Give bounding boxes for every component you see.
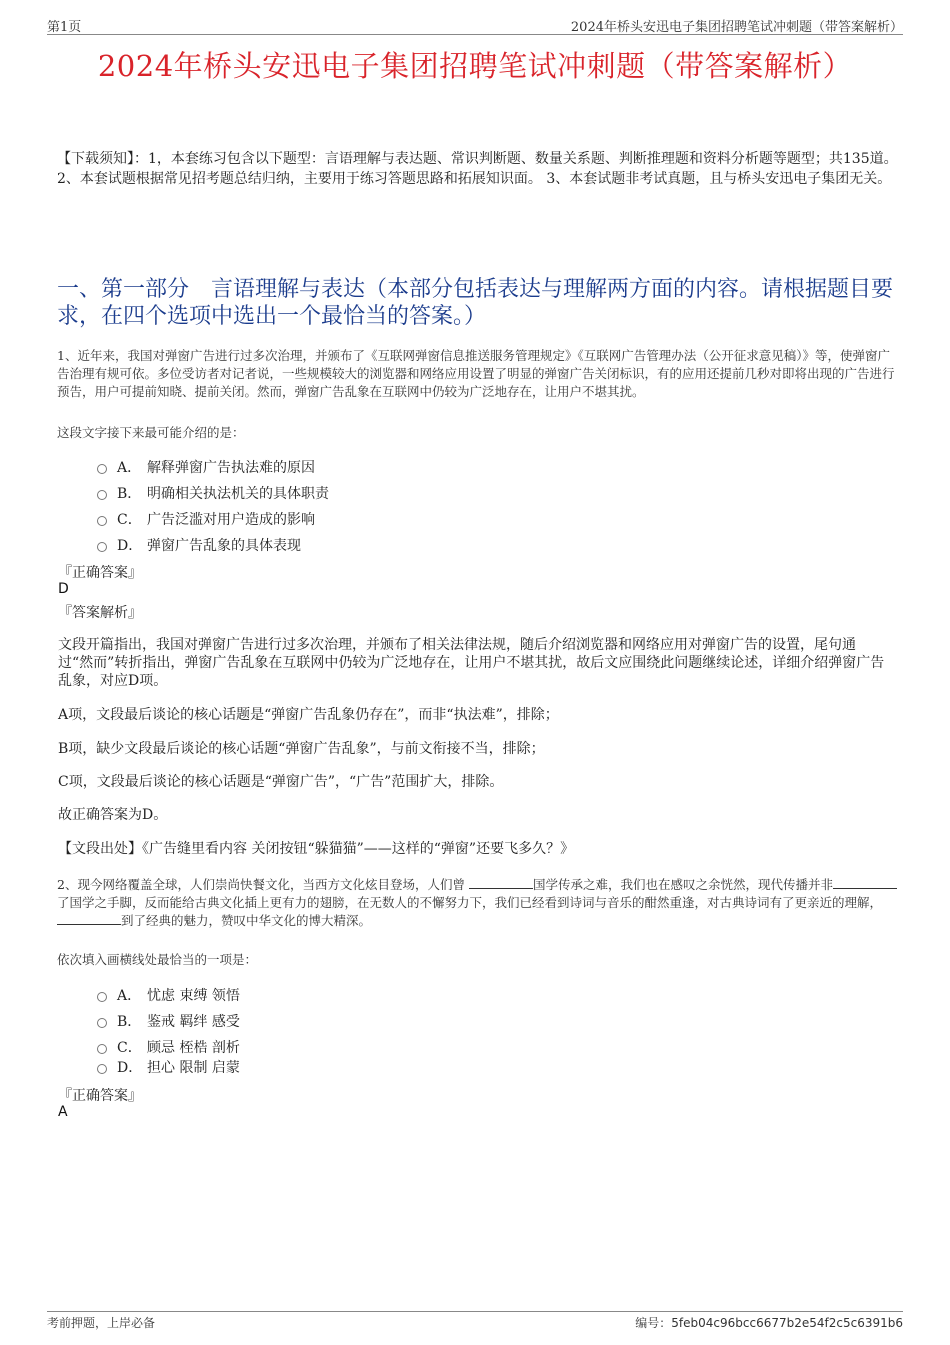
running-title: 2024年桥头安迅电子集团招聘笔试冲刺题（带答案解析） (570, 20, 903, 35)
analysis-option-b: B项，缺少文段最后谈论的核心话题“弹窗广告乱象”，与前文衔接不当，排除； (58, 741, 545, 757)
radio-icon[interactable] (97, 1044, 107, 1054)
option-letter: B． (117, 1014, 142, 1030)
section-title: 一、第一部分 言语理解与表达（本部分包括表达与理解两方面的内容。请根据题目要求，在四个选项中选出一个最恰当的答案。） (57, 277, 894, 329)
q1-option-b[interactable] (97, 483, 329, 503)
analysis-label: 『答案解析』 (58, 605, 142, 621)
option-letter: B． (117, 486, 142, 502)
q1-option-c[interactable] (97, 509, 315, 529)
footer-divider (47, 1311, 903, 1312)
fill-blank-3[interactable] (57, 912, 121, 925)
option-letter: A． (117, 460, 142, 476)
radio-icon[interactable] (97, 1064, 107, 1074)
answer-label: 『正确答案』 (58, 1088, 142, 1104)
q1-option-d[interactable] (97, 535, 301, 555)
q1-option-a[interactable] (97, 457, 315, 477)
question-1-text: 1、近年来，我国对弹窗广告进行过多次治理，并颁布了《互联网弹窗信息推送服务管理规定》《互联网广告管理办法（公开征求意见稿）》等，使弹窗广告治理有规可依。多位受访者对记者说，一些规模较大的浏览器和网络应用设置了明显的弹窗广告关闭标识，有的应用还提前几秒对即将出现的广告进行预告，用户可提前知晓、提前关闭。然而，弹窗广告乱象在互联网中仍较为广泛地存在，让用户不堪其扰。 (57, 348, 895, 399)
q2-option-b[interactable] (97, 1011, 240, 1031)
option-letter: D． (117, 538, 143, 554)
code-label: 编号： (635, 1316, 672, 1330)
analysis-option-c: C项，文段最后谈论的核心话题是“弹窗广告”，“广告”范围扩大，排除。 (58, 774, 504, 790)
radio-icon[interactable] (97, 1018, 107, 1028)
option-text: 担心 限制 启蒙 (147, 1060, 240, 1076)
option-letter: A． (117, 988, 142, 1004)
code-value: 5feb04c96bcc6677b2e54f2c5c6391b6 (671, 1316, 903, 1330)
header-divider (47, 34, 903, 35)
option-text: 明确相关执法机关的具体职责 (147, 486, 329, 502)
option-text: 弹窗广告乱象的具体表现 (147, 538, 301, 554)
page-title: 2024年桥头安迅电子集团招聘笔试冲刺题（带答案解析） (97, 49, 853, 83)
option-letter: C． (117, 1040, 142, 1056)
correct-answer: D (58, 581, 69, 597)
q2-text-part: 国学传承之难，我们也在感叹之余恍然，现代传播并非 (532, 877, 833, 892)
q2-text-part: 了国学之手脚，反而能给古典文化插上更有力的翅膀，在无数人的不懈努力下，我们已经看到诗词与音乐的酣然重逢，对古典诗词有了更亲近的理解， (57, 895, 883, 910)
q2-text-part: 2、现今网络覆盖全球，人们崇尚快餐文化，当西方文化炫目登场，人们曾 (57, 877, 469, 892)
analysis-paragraph: 文段开篇指出，我国对弹窗广告进行过多次治理，并颁布了相关法律法规，随后介绍浏览器和网络应用对弹窗广告的设置，尾句通过“然而”转折指出，弹窗广告乱象在互联网中仍较为广泛地存在，让用户不堪其扰，故后文应围绕此问题继续论述，详细介绍弹窗广告乱象，对应D项。 (58, 637, 885, 689)
fill-blank-2[interactable] (833, 876, 897, 889)
analysis-conclusion: 故正确答案为D。 (58, 807, 168, 823)
q2-option-a[interactable] (97, 985, 240, 1005)
passage-source: 【文段出处】《广告缝里看内容 关闭按钮“躲猫猫”——这样的“弹窗”还要飞多久？》 (58, 841, 575, 857)
q2-option-d[interactable] (97, 1057, 240, 1077)
question-2-prompt: 依次填入画横线处最恰当的一项是： (57, 952, 258, 967)
option-text: 鉴戒 羁绊 感受 (147, 1014, 240, 1030)
document-code (635, 1314, 903, 1331)
correct-answer: A (58, 1104, 68, 1120)
radio-icon[interactable] (97, 542, 107, 552)
q2-option-c[interactable] (97, 1037, 240, 1057)
question-2-text (57, 876, 902, 930)
footer-slogan: 考前押题，上岸必备 (47, 1316, 156, 1330)
option-text: 解释弹窗广告执法难的原因 (147, 460, 315, 476)
radio-icon[interactable] (97, 516, 107, 526)
analysis-option-a: A项，文段最后谈论的核心话题是“弹窗广告乱象仍存在”，而非“执法难”，排除； (58, 707, 559, 723)
radio-icon[interactable] (97, 490, 107, 500)
option-text: 广告泛滥对用户造成的影响 (147, 512, 315, 528)
answer-label: 『正确答案』 (58, 565, 142, 581)
option-text: 顾忌 桎梏 剖析 (147, 1040, 240, 1056)
radio-icon[interactable] (97, 992, 107, 1002)
fill-blank-1[interactable] (469, 876, 533, 889)
download-notice: 【下载须知】：1，本套练习包含以下题型：言语理解与表达题、常识判断题、数量关系题、判断推理题和资料分析题等题型；共135道。 2、本套试题根据常见招考题总结归纳，主要用于练习答题思路和拓展知识面。 3、本套试题非考试真题，且与桥头安迅电子集团无关。 (57, 151, 898, 187)
radio-icon[interactable] (97, 464, 107, 474)
page-number: 第1页 (47, 20, 82, 35)
question-1-prompt: 这段文字接下来最可能介绍的是： (57, 425, 245, 440)
option-letter: C． (117, 512, 142, 528)
option-letter: D． (117, 1060, 143, 1076)
q2-text-part: 到了经典的魅力，赞叹中华文化的博大精深。 (121, 913, 372, 928)
option-text: 忧虑 束缚 领悟 (147, 988, 240, 1004)
